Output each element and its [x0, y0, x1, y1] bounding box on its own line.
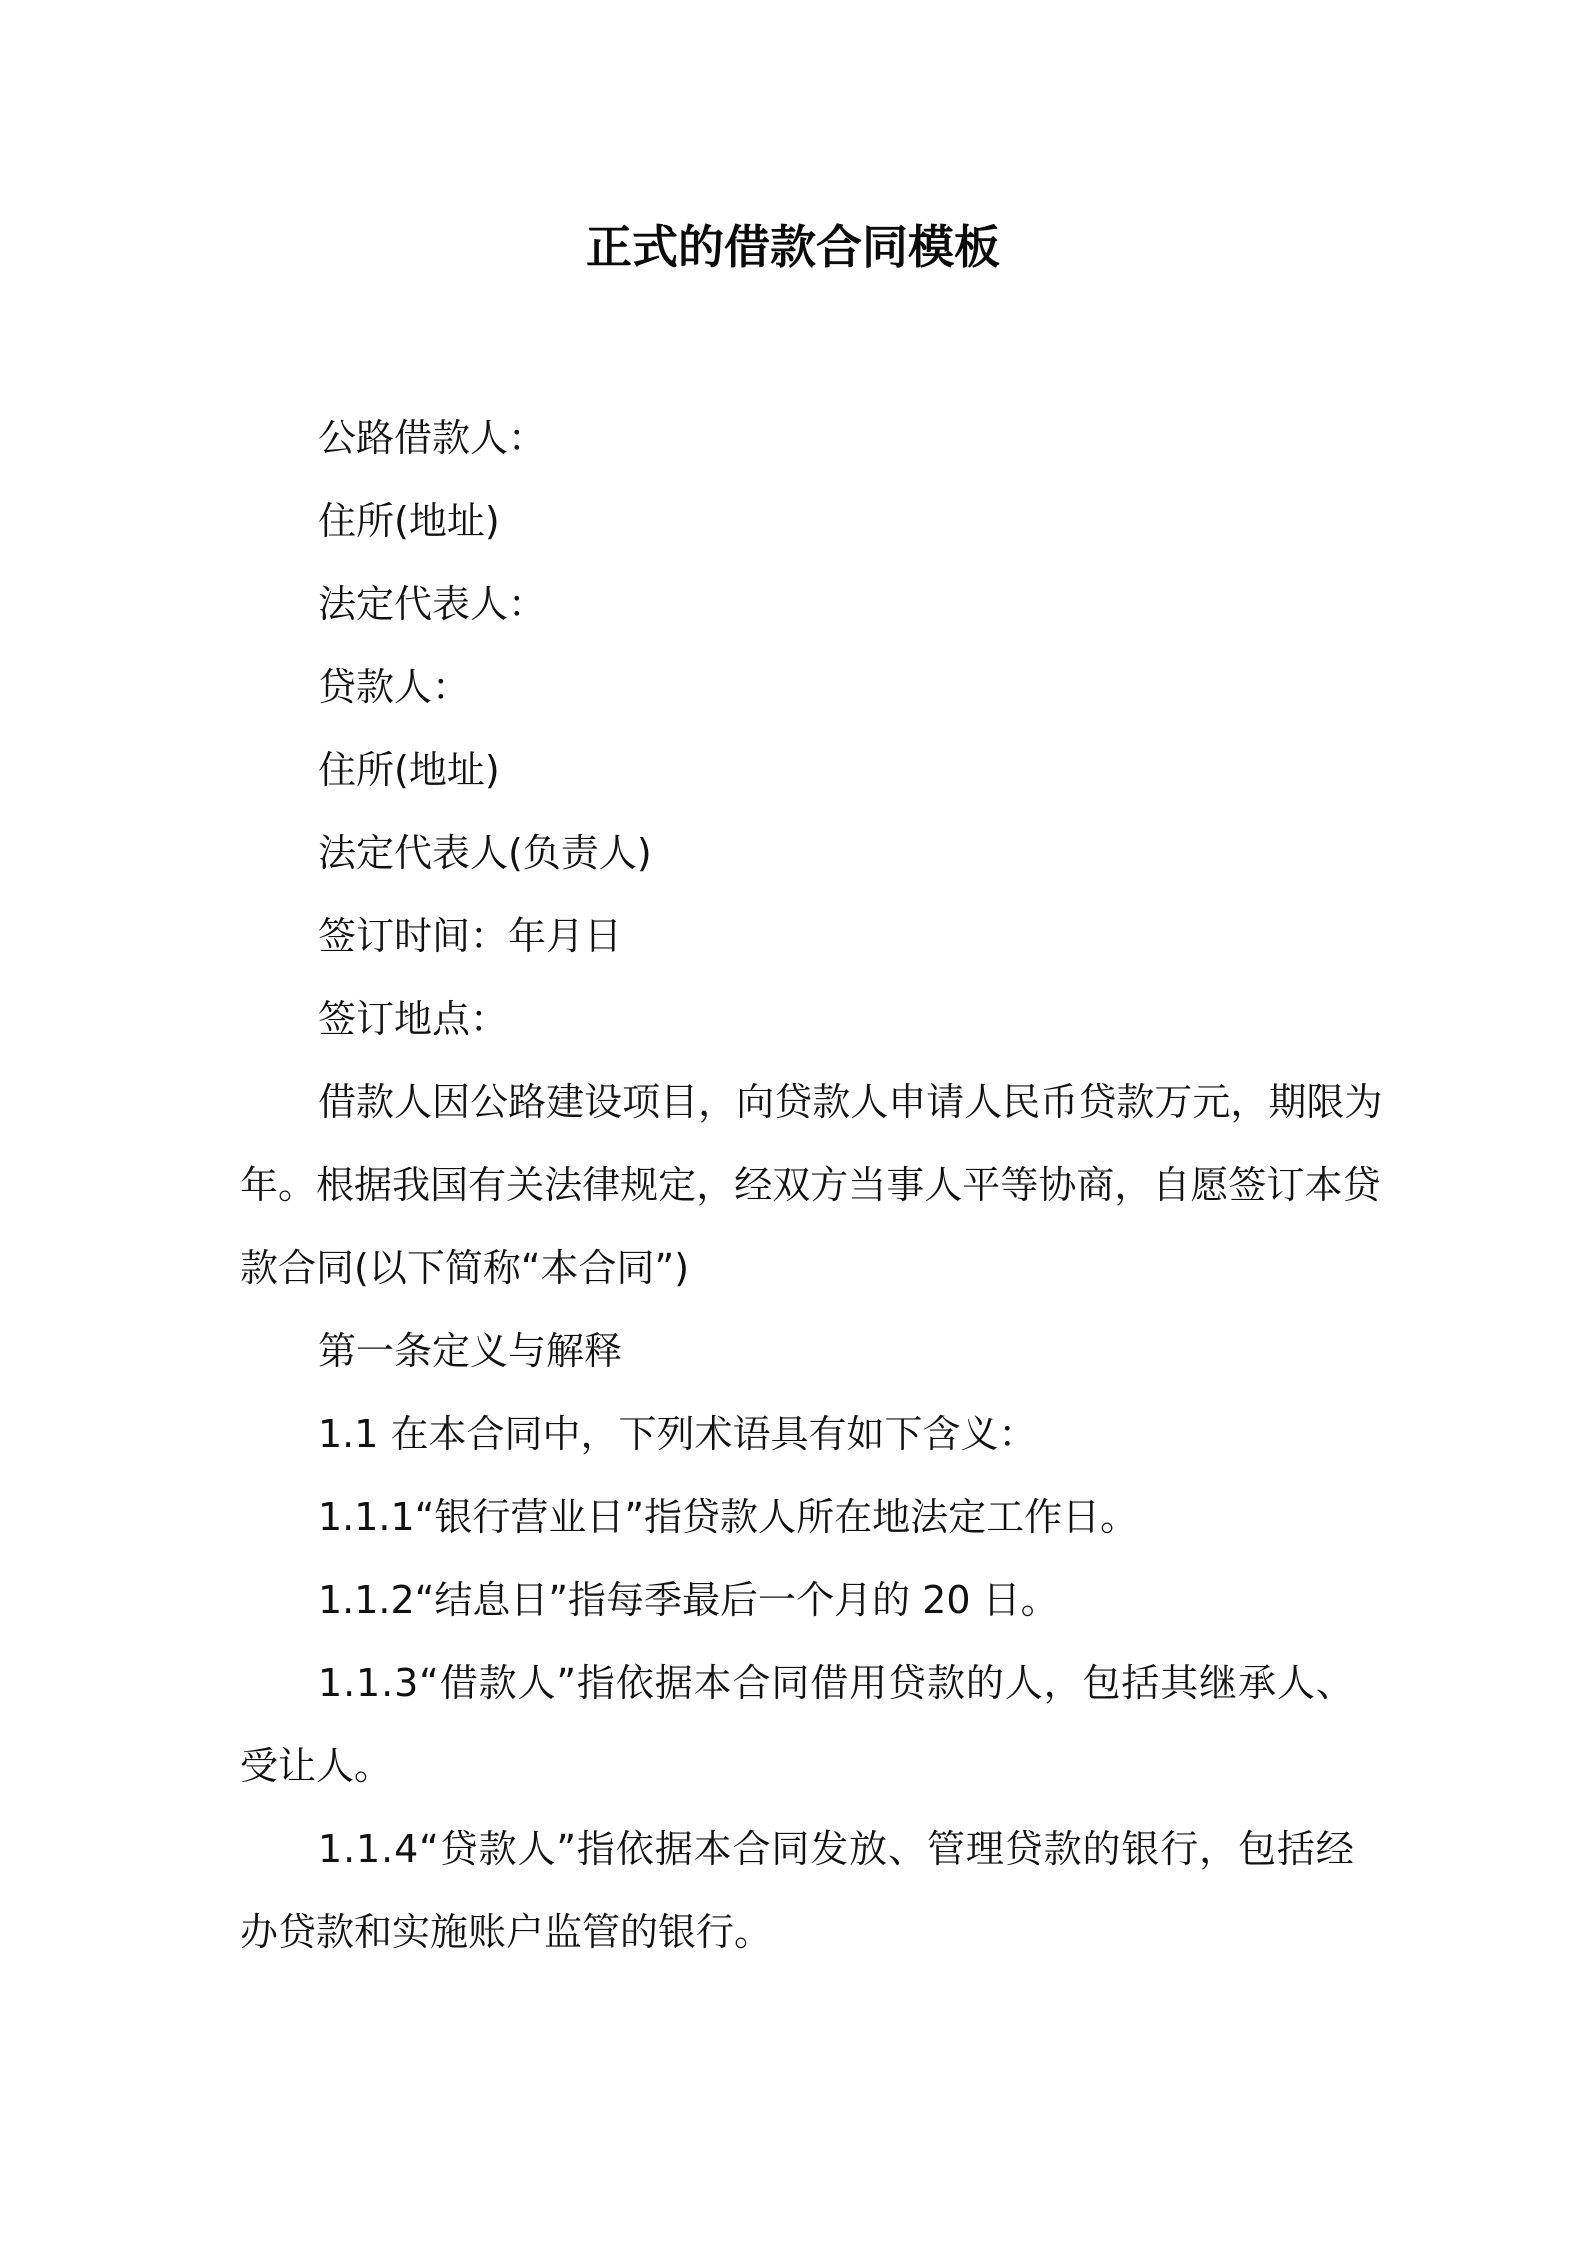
borrower-address-line: 住所(地址) [318, 499, 500, 543]
lender-address-line: 住所(地址) [318, 748, 500, 792]
signing-place-line: 签订地点： [318, 997, 509, 1041]
article-1-heading: 第一条定义与解释 [318, 1329, 623, 1373]
clause-line: 办贷款和实施账户监管的银行。 [240, 1910, 773, 1954]
lender-line: 贷款人： [318, 665, 471, 709]
clause-1-1-2: 1.1.2“结息日”指每季最后一个月的 20 日。 [318, 1578, 1059, 1622]
clause-line: 受让人。 [240, 1744, 393, 1788]
borrower-legal-rep-line: 法定代表人： [318, 582, 547, 626]
clause-1-1-1: 1.1.1“银行营业日”指贷款人所在地法定工作日。 [318, 1495, 1139, 1539]
preamble-line: 款合同(以下简称“本合同”) [240, 1246, 690, 1290]
clause-1-1: 1.1 在本合同中，下列术语具有如下含义： [318, 1412, 1037, 1456]
borrower-line: 公路借款人： [318, 416, 547, 460]
preamble-line: 借 款 人 因 公 路 建 设 项 目 ， 向 贷 款 人 申 请 人 民 币 贷 款 万 元 ， 期 限 为 [318, 1080, 1383, 1124]
signing-date-line: 签订时间：年月日 [318, 914, 623, 958]
preamble-line: 年 。 根 据 我 国 有 关 法 律 规 定 ， 经 双 方 当 事 人 平 等 协 商 ， 自 愿 签 订 本 贷 [240, 1163, 1381, 1207]
lender-legal-rep-line: 法定代表人(负责人) [318, 831, 652, 875]
clause-line: 1 . 1 . 4 “ 贷 款 人 ” 指 依 据 本 合 同 发 放 、 管 理 贷 款 的 银 行 ， 包 括 经 [318, 1827, 1354, 1871]
document-title: 正式的借款合同模板 [586, 220, 1000, 274]
clause-line: 1 . 1 . 3 “ 借 款 人 ” 指 依 据 本 合 同 借 用 贷 款 的 人 ， 包 括 其 继 承 人 、 [318, 1661, 1354, 1705]
